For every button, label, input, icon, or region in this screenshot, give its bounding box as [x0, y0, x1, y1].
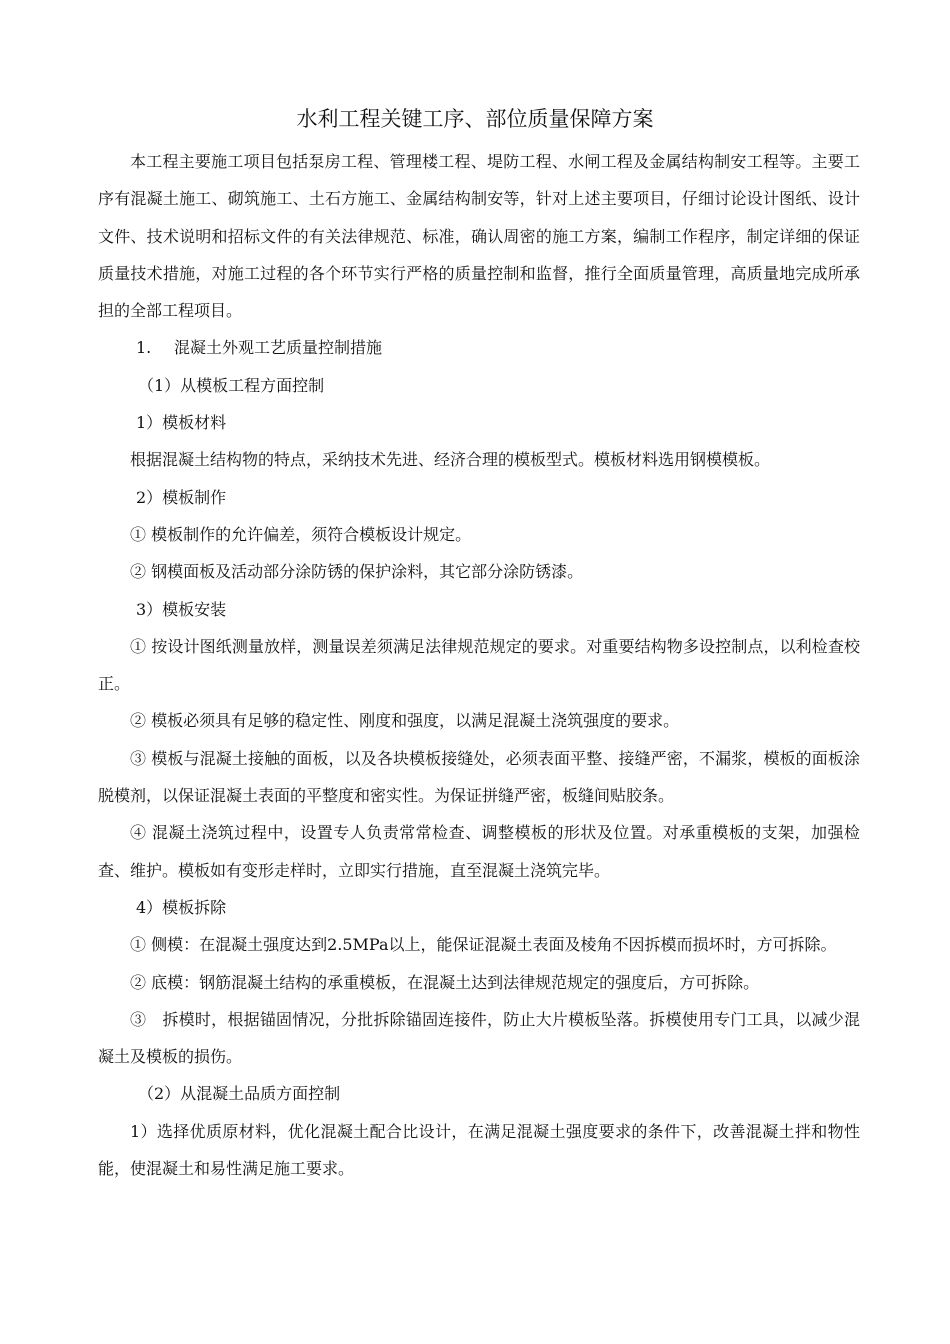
section-number: 1.	[136, 338, 152, 358]
item-heading: 4）模板拆除	[136, 897, 227, 917]
list-item: ② 钢模面板及活动部分涂防锈的保护涂料，其它部分涂防锈漆。	[130, 562, 584, 582]
list-item: ④ 混凝土浇筑过程中，设置专人负责常常检查、调整模板的形状及位置。对承重模板的支架，加强检查、维护。模板如有变形走样时，立即实行措施，直至混凝土浇筑完毕。	[98, 823, 860, 880]
item-heading: 1）模板材料	[136, 413, 227, 433]
list-item: ③ 模板与混凝土接触的面板，以及各块模板接缝处，必须表面平整、接缝严密，不漏浆，模板的面板涂脱模剂，以保证混凝土表面的平整度和密实性。为保证拼缝严密，板缝间贴胶条。	[98, 748, 860, 806]
intro-paragraph: 本工程主要施工项目包括泵房工程、管理楼工程、堤防工程、水闸工程及金属结构制安工程等。主要工序有混凝土施工、砌筑施工、土石方施工、金属结构制安等，针对上述主要项目，仔细讨论设计图纸、设计文件、技术说明和招标文件的有关法律规范、标准，确认周密的施工方案，编制工作程序，制定详细的保证质量技术措施，对施工过程的各个环节实行严格的质量控制和监督，推行全面质量管理，高质量地完成所承担的全部工程项目。	[98, 152, 860, 321]
subsection-heading: （1）从模板工程方面控制	[138, 375, 325, 395]
list-item: ① 模板制作的允许偏差，须符合模板设计规定。	[130, 524, 472, 544]
list-item: ② 底模：钢筋混凝土结构的承重模板，在混凝土达到法律规范规定的强度后，方可拆除。	[130, 972, 760, 992]
document-title: 水利工程关键工序、部位质量保障方案	[296, 107, 654, 131]
list-item: 1）选择优质原材料，优化混凝土配合比设计，在满足混凝土强度要求的条件下，改善混凝土拌和物性能，使混凝土和易性满足施工要求。	[98, 1121, 860, 1179]
list-item: ① 侧模：在混凝土强度达到2.5MPa以上，能保证混凝土表面及棱角不因拆模而损坏时，方可拆除。	[130, 935, 837, 955]
list-item: ① 按设计图纸测量放样，测量误差须满足法律规范规定的要求。对重要结构物多设控制点，以利检查校正。	[98, 636, 860, 694]
section-title: 混凝土外观工艺质量控制措施	[174, 338, 383, 358]
section-heading	[98, 329, 860, 366]
list-item: ③ 拆模时，根据锚固情况，分批拆除锚固连接件，防止大片模板坠落。拆模使用专门工具，以减少混凝土及模板的损伤。	[98, 1009, 860, 1067]
item-heading: 2）模板制作	[136, 487, 227, 507]
list-item: ② 模板必须具有足够的稳定性、刚度和强度，以满足混凝土浇筑强度的要求。	[130, 711, 680, 731]
subsection-heading: （2）从混凝土品质方面控制	[138, 1084, 341, 1104]
paragraph: 根据混凝土结构物的特点，采纳技术先进、经济合理的模板型式。模板材料选用钢模模板。	[130, 450, 771, 470]
item-heading: 3）模板安装	[136, 599, 227, 619]
document-body	[98, 143, 860, 1187]
